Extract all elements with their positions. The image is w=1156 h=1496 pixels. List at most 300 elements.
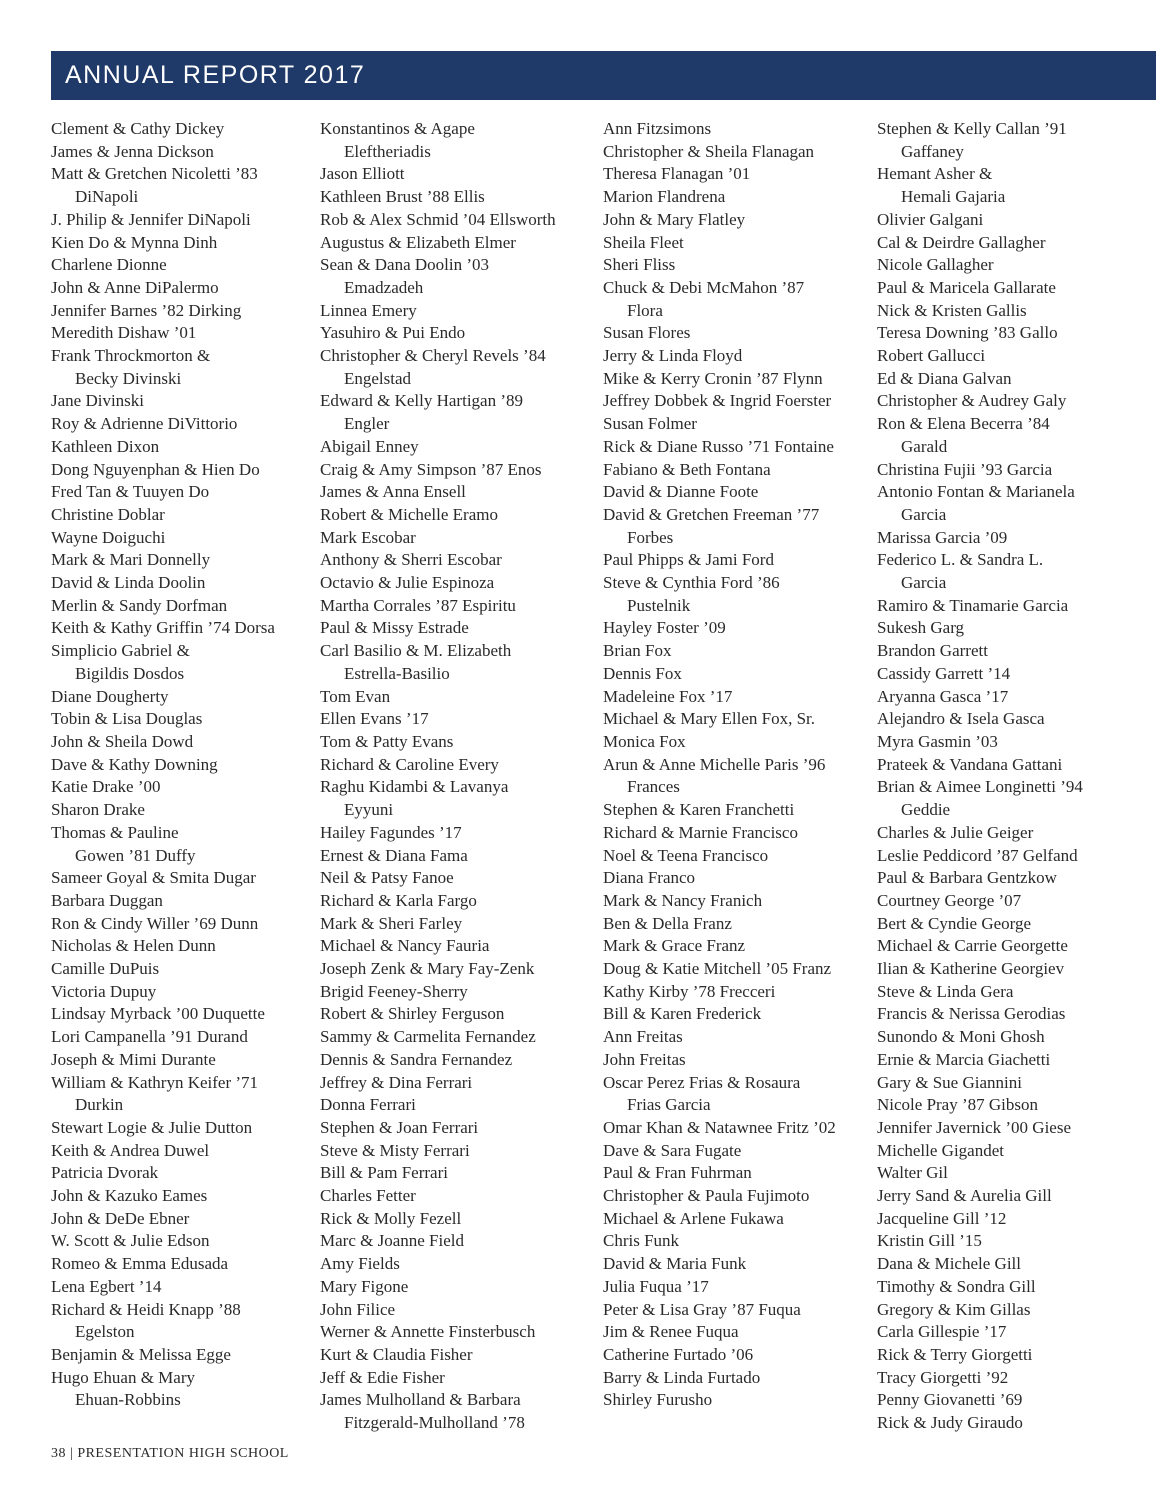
- donor-name: Yasuhiro & Pui Endo: [320, 323, 466, 343]
- donor-name: Carl Basilio & M. Elizabeth: [320, 641, 512, 661]
- donor-name: Noel & Teena Francisco: [603, 845, 769, 865]
- donor-name: Nick & Kristen Gallis: [877, 300, 1027, 320]
- donor-entry: [603, 232, 836, 255]
- donor-entry: [320, 504, 556, 527]
- donor-entry: [877, 1026, 1083, 1049]
- donor-name: Lena Egbert ’14: [51, 1276, 162, 1296]
- donor-entry: [603, 277, 836, 322]
- donor-name: Romeo & Emma Edusada: [51, 1254, 229, 1274]
- donor-name: Richard & Heidi Knapp ’88: [51, 1299, 241, 1319]
- donor-name: Jerry & Linda Floyd: [603, 346, 743, 366]
- donor-entry: [320, 322, 556, 345]
- donor-name: Charlene Dionne: [51, 255, 167, 275]
- donor-entry: [320, 1208, 556, 1231]
- donor-name: Stephen & Karen Franchetti: [603, 800, 795, 820]
- donor-entry: [877, 322, 1083, 345]
- donor-name: Tobin & Lisa Douglas: [51, 709, 203, 729]
- donor-name: Mark & Sheri Farley: [320, 913, 463, 933]
- donor-name: Jeffrey & Dina Ferrari: [320, 1072, 473, 1092]
- donor-name: Edward & Kelly Hartigan ’89: [320, 391, 523, 411]
- donor-entry: [603, 163, 836, 186]
- donor-name: Roy & Adrienne DiVittorio: [51, 414, 238, 434]
- donor-entry: [320, 1321, 556, 1344]
- donor-name: Abigail Enney: [320, 436, 419, 456]
- donor-name: Ernest & Diana Fama: [320, 845, 468, 865]
- donor-name: Kathleen Dixon: [51, 436, 160, 456]
- donor-name: Barry & Linda Furtado: [603, 1367, 761, 1387]
- donor-entry: [877, 935, 1083, 958]
- donor-entry: [51, 731, 275, 754]
- donor-column-2: [320, 118, 556, 1435]
- donor-name: Jason Elliott: [320, 164, 405, 184]
- donor-entry: [320, 1253, 556, 1276]
- donor-name: Ben & Della Franz: [603, 913, 732, 933]
- donor-name: Lindsay Myrback ’00 Duquette: [51, 1004, 265, 1024]
- donor-entry: [603, 686, 836, 709]
- donor-entry: [877, 1276, 1083, 1299]
- donor-entry: [51, 1117, 275, 1140]
- donor-name: Susan Flores: [603, 323, 691, 343]
- donor-name: Richard & Caroline Every: [320, 754, 499, 774]
- donor-name: Ed & Diana Galvan: [877, 368, 1012, 388]
- donor-name: Rick & Terry Giorgetti: [877, 1344, 1033, 1364]
- donor-entry: [51, 436, 275, 459]
- donor-entry: [51, 572, 275, 595]
- donor-name: Keith & Andrea Duwel: [51, 1140, 210, 1160]
- donor-name: Omar Khan & Natawnee Fritz ’02: [603, 1117, 836, 1137]
- donor-entry: [603, 913, 836, 936]
- donor-name: Doug & Katie Mitchell ’05 Franz: [603, 959, 832, 979]
- donor-entry: [320, 754, 556, 777]
- donor-entry: [51, 1026, 275, 1049]
- donor-entry: [320, 867, 556, 890]
- page-number: 38: [51, 1446, 66, 1461]
- donor-name: Mark & Nancy Franich: [603, 890, 763, 910]
- donor-entry: [320, 1299, 556, 1322]
- donor-entry: [877, 413, 1083, 458]
- donor-entry: [320, 640, 556, 685]
- donor-entry: [320, 1367, 556, 1390]
- donor-entry: [603, 935, 836, 958]
- donor-entry: [51, 322, 275, 345]
- donor-entry: [603, 504, 836, 549]
- donor-entry: [51, 390, 275, 413]
- donor-entry: [877, 1230, 1083, 1253]
- donor-name-continued: Forbes: [627, 527, 674, 547]
- donor-entry: [603, 549, 836, 572]
- donor-name: John & Anne DiPalermo: [51, 277, 219, 297]
- donor-entry: [51, 1185, 275, 1208]
- donor-name: Jennifer Javernick ’00 Giese: [877, 1117, 1072, 1137]
- donor-entry: [51, 708, 275, 731]
- donor-entry: [51, 1208, 275, 1231]
- donor-entry: [603, 186, 836, 209]
- donor-entry: [320, 981, 556, 1004]
- donor-name: Sammy & Carmelita Fernandez: [320, 1027, 536, 1047]
- donor-entry: [877, 300, 1083, 323]
- donor-entry: [51, 776, 275, 799]
- donor-name: Antonio Fontan & Marianela: [877, 482, 1075, 502]
- donor-entry: [877, 254, 1083, 277]
- donor-name: Ann Freitas: [603, 1027, 683, 1047]
- donor-name: Jane Divinski: [51, 391, 145, 411]
- donor-name: John & Kazuko Eames: [51, 1186, 208, 1206]
- donor-entry: [877, 209, 1083, 232]
- donor-name: Kathy Kirby ’78 Frecceri: [603, 981, 776, 1001]
- donor-name: Robert Gallucci: [877, 346, 986, 366]
- donor-entry: [320, 1117, 556, 1140]
- donor-name: Michelle Gigandet: [877, 1140, 1004, 1160]
- footer-separator: |: [70, 1446, 74, 1461]
- donor-name: Paul & Fran Fuhrman: [603, 1163, 752, 1183]
- donor-entry: [320, 572, 556, 595]
- donor-name: Sameer Goyal & Smita Dugar: [51, 868, 256, 888]
- donor-name: Dave & Sara Fugate: [603, 1140, 742, 1160]
- donor-entry: [51, 867, 275, 890]
- donor-entry: [603, 390, 836, 413]
- donor-entry: [603, 459, 836, 482]
- donor-name: Dong Nguyenphan & Hien Do: [51, 459, 260, 479]
- donor-name: Brian & Aimee Longinetti ’94: [877, 777, 1083, 797]
- donor-entry: [320, 617, 556, 640]
- donor-entry: [603, 822, 836, 845]
- donor-name: Mark & Mari Donnelly: [51, 550, 211, 570]
- donor-name: Theresa Flanagan ’01: [603, 164, 751, 184]
- donor-name: Mark & Grace Franz: [603, 936, 746, 956]
- donor-name-continued: Estrella-Basilio: [344, 663, 450, 683]
- donor-entry: [51, 1162, 275, 1185]
- donor-name: Gregory & Kim Gillas: [877, 1299, 1031, 1319]
- donor-name: James & Anna Ensell: [320, 482, 466, 502]
- donor-name: Hemant Asher &: [877, 164, 993, 184]
- donor-entry: [51, 300, 275, 323]
- donor-entry: [320, 163, 556, 186]
- donor-entry: [51, 913, 275, 936]
- donor-name: Chuck & Debi McMahon ’87: [603, 277, 805, 297]
- donor-name-continued: Fitzgerald-Mulholland ’78: [344, 1413, 525, 1433]
- donor-entry: [603, 617, 836, 640]
- donor-name: Sharon Drake: [51, 800, 145, 820]
- donor-entry: [320, 459, 556, 482]
- donor-name: Christopher & Sheila Flanagan: [603, 141, 815, 161]
- donor-name-continued: Becky Divinski: [75, 368, 182, 388]
- donor-entry: [320, 595, 556, 618]
- donor-name: Barbara Duggan: [51, 890, 163, 910]
- donor-name: Stephen & Kelly Callan ’91: [877, 119, 1067, 138]
- donor-entry: [877, 1072, 1083, 1095]
- donor-entry: [603, 1140, 836, 1163]
- donor-name: Dana & Michele Gill: [877, 1254, 1021, 1274]
- donor-name: Jim & Renee Fuqua: [603, 1322, 739, 1342]
- donor-name: Tom Evan: [320, 686, 391, 706]
- donor-entry: [877, 1140, 1083, 1163]
- donor-entry: [877, 1367, 1083, 1390]
- donor-entry: [603, 1276, 836, 1299]
- donor-entry: [603, 890, 836, 913]
- donor-entry: [51, 822, 275, 867]
- donor-entry: [603, 1321, 836, 1344]
- donor-entry: [603, 799, 836, 822]
- donor-name: Sunondo & Moni Ghosh: [877, 1027, 1045, 1047]
- donor-name: Cal & Deirdre Gallagher: [877, 232, 1046, 252]
- donor-name: Stewart Logie & Julie Dutton: [51, 1117, 253, 1137]
- donor-name: Francis & Nerissa Gerodias: [877, 1004, 1066, 1024]
- donor-name: Meredith Dishaw ’01: [51, 323, 197, 343]
- donor-entry: [51, 141, 275, 164]
- donor-entry: [603, 1049, 836, 1072]
- donor-entry: [320, 390, 556, 435]
- donor-entry: [320, 1389, 556, 1434]
- donor-name: Anthony & Sherri Escobar: [320, 550, 502, 570]
- donor-name: Julia Fuqua ’17: [603, 1276, 709, 1296]
- donor-name: Diane Dougherty: [51, 686, 169, 706]
- donor-name: Hugo Ehuan & Mary: [51, 1367, 196, 1387]
- donor-name: Rick & Judy Giraudo: [877, 1413, 1023, 1433]
- donor-name: Marissa Garcia ’09: [877, 527, 1008, 547]
- donor-name: Rick & Diane Russo ’71 Fontaine: [603, 436, 834, 456]
- donor-name: Neil & Patsy Fanoe: [320, 868, 454, 888]
- donor-entry: [877, 822, 1083, 845]
- donor-name: Raghu Kidambi & Lavanya: [320, 777, 509, 797]
- donor-name: John Freitas: [603, 1049, 686, 1069]
- donor-name: Steve & Misty Ferrari: [320, 1140, 470, 1160]
- donor-name: Merlin & Sandy Dorfman: [51, 595, 228, 615]
- donor-name: Richard & Marnie Francisco: [603, 822, 798, 842]
- donor-name: Kurt & Claudia Fisher: [320, 1344, 473, 1364]
- donor-entry: [51, 549, 275, 572]
- header-band: [51, 51, 1156, 100]
- donor-name: Monica Fox: [603, 731, 686, 751]
- donor-entry: [51, 1367, 275, 1412]
- donor-entry: [877, 1344, 1083, 1367]
- donor-name: Sean & Dana Doolin ’03: [320, 255, 490, 275]
- donor-entry: [603, 1003, 836, 1026]
- donor-name: Peter & Lisa Gray ’87 Fuqua: [603, 1299, 801, 1319]
- donor-name: Jeffrey Dobbek & Ingrid Foerster: [603, 391, 832, 411]
- donor-name: Frank Throckmorton &: [51, 346, 211, 366]
- donor-entry: [877, 617, 1083, 640]
- donor-name: Ron & Elena Becerra ’84: [877, 414, 1050, 434]
- donor-name-continued: Pustelnik: [627, 595, 691, 615]
- donor-entry: [877, 390, 1083, 413]
- donor-name: Carla Gillespie ’17: [877, 1322, 1007, 1342]
- donor-name: Christopher & Audrey Galy: [877, 391, 1067, 411]
- donor-entry: [320, 1276, 556, 1299]
- donor-name-continued: Bigildis Dosdos: [75, 663, 185, 683]
- donor-name: Christina Fujii ’93 Garcia: [877, 459, 1053, 479]
- donor-name: David & Gretchen Freeman ’77: [603, 504, 820, 524]
- donor-name: Cassidy Garrett ’14: [877, 663, 1011, 683]
- donor-name: Marion Flandrena: [603, 187, 726, 207]
- donor-name: Charles & Julie Geiger: [877, 822, 1034, 842]
- donor-name: Ellen Evans ’17: [320, 709, 429, 729]
- donor-name: Kathleen Brust ’88 Ellis: [320, 187, 485, 207]
- donor-entry: [603, 209, 836, 232]
- donor-name-continued: Emadzadeh: [344, 277, 424, 297]
- donor-entry: [320, 549, 556, 572]
- donor-entry: [603, 1185, 836, 1208]
- donor-name: Susan Folmer: [603, 414, 697, 434]
- donor-name-continued: Garald: [901, 436, 948, 456]
- donor-entry: [603, 731, 836, 754]
- donor-entry: [51, 345, 275, 390]
- donor-name: Nicole Gallagher: [877, 255, 994, 275]
- donor-entry: [51, 163, 275, 208]
- donor-entry: [603, 141, 836, 164]
- donor-name-continued: Engler: [344, 414, 390, 434]
- donor-entry: [877, 981, 1083, 1004]
- donor-name: Fabiano & Beth Fontana: [603, 459, 771, 479]
- donor-name: Jeff & Edie Fisher: [320, 1367, 445, 1387]
- donor-name: Oscar Perez Frias & Rosaura: [603, 1072, 801, 1092]
- donor-entry: [320, 1072, 556, 1095]
- donor-name: Tracy Giorgetti ’92: [877, 1367, 1009, 1387]
- donor-name: Stephen & Joan Ferrari: [320, 1117, 479, 1137]
- donor-entry: [877, 1389, 1083, 1412]
- donor-name-continued: Eleftheriadis: [344, 141, 431, 161]
- donor-name: Myra Gasmin ’03: [877, 731, 998, 751]
- donor-entry: [51, 209, 275, 232]
- donor-name: Amy Fields: [320, 1254, 400, 1274]
- donor-name: Clement & Cathy Dickey: [51, 119, 225, 138]
- donor-name: J. Philip & Jennifer DiNapoli: [51, 209, 251, 229]
- donor-entry: [877, 1117, 1083, 1140]
- donor-column-1: [51, 118, 275, 1412]
- donor-entry: [51, 935, 275, 958]
- donor-name: Mary Figone: [320, 1276, 409, 1296]
- donor-entry: [320, 845, 556, 868]
- donor-name: Gary & Sue Giannini: [877, 1072, 1022, 1092]
- donor-name: Bill & Karen Frederick: [603, 1004, 762, 1024]
- donor-entry: [603, 118, 836, 141]
- donor-name: Diana Franco: [603, 868, 696, 888]
- donor-name: Mark Escobar: [320, 527, 416, 547]
- donor-name: Courtney George ’07: [877, 890, 1022, 910]
- donor-name: Catherine Furtado ’06: [603, 1344, 754, 1364]
- donor-entry: [320, 345, 556, 390]
- donor-entry: [51, 254, 275, 277]
- donor-name: Donna Ferrari: [320, 1095, 416, 1115]
- donor-entry: [51, 1276, 275, 1299]
- donor-name: Michael & Arlene Fukawa: [603, 1208, 784, 1228]
- donor-name: John & Mary Flatley: [603, 209, 746, 229]
- donor-entry: [603, 708, 836, 731]
- donor-entry: [877, 708, 1083, 731]
- donor-name: Augustus & Elizabeth Elmer: [320, 232, 516, 252]
- donor-entry: [603, 1208, 836, 1231]
- donor-entry: [51, 595, 275, 618]
- donor-entry: [603, 663, 836, 686]
- donor-name: Paul Phipps & Jami Ford: [603, 550, 774, 570]
- donor-entry: [603, 1389, 836, 1412]
- donor-name: Sukesh Garg: [877, 618, 965, 638]
- donor-name: David & Dianne Foote: [603, 482, 759, 502]
- donor-entry: [877, 776, 1083, 821]
- donor-entry: [51, 958, 275, 981]
- donor-name: James Mulholland & Barbara: [320, 1390, 521, 1410]
- donor-entry: [877, 845, 1083, 868]
- donor-entry: [603, 572, 836, 617]
- donor-name: John & DeDe Ebner: [51, 1208, 190, 1228]
- donor-name: John Filice: [320, 1299, 396, 1319]
- donor-entry: [603, 845, 836, 868]
- donor-entry: [603, 254, 836, 277]
- donor-entry: [603, 981, 836, 1004]
- donor-name: Matt & Gretchen Nicoletti ’83: [51, 164, 258, 184]
- donor-entry: [877, 640, 1083, 663]
- donor-entry: [320, 890, 556, 913]
- donor-name: Madeleine Fox ’17: [603, 686, 733, 706]
- donor-entry: [877, 549, 1083, 594]
- donor-entry: [877, 368, 1083, 391]
- donor-entry: [51, 1003, 275, 1026]
- donor-name-continued: Ehuan-Robbins: [75, 1390, 181, 1410]
- donor-name-continued: Garcia: [901, 504, 947, 524]
- donor-entry: [877, 527, 1083, 550]
- donor-entry: [877, 118, 1083, 163]
- donor-name: Lori Campanella ’91 Durand: [51, 1027, 248, 1047]
- donor-entry: [320, 1003, 556, 1026]
- donor-entry: [877, 481, 1083, 526]
- donor-name: Wayne Doiguchi: [51, 527, 166, 547]
- donor-name: Ron & Cindy Willer ’69 Dunn: [51, 913, 259, 933]
- donor-name-continued: Flora: [627, 300, 663, 320]
- donor-name: Paul & Barbara Gentzkow: [877, 868, 1057, 888]
- donor-entry: [320, 1162, 556, 1185]
- donor-entry: [603, 640, 836, 663]
- donor-name: Federico L. & Sandra L.: [877, 550, 1044, 570]
- donor-name: Aryanna Gasca ’17: [877, 686, 1009, 706]
- donor-entry: [603, 1072, 836, 1117]
- donor-entry: [51, 527, 275, 550]
- donor-entry: [603, 345, 836, 368]
- donor-entry: [877, 459, 1083, 482]
- donor-entry: [51, 617, 275, 640]
- donor-entry: [877, 345, 1083, 368]
- donor-name: Sheila Fleet: [603, 232, 684, 252]
- donor-column-3: [603, 118, 836, 1412]
- donor-name: Michael & Mary Ellen Fox, Sr.: [603, 709, 816, 729]
- donor-entry: [877, 1162, 1083, 1185]
- donor-entry: [320, 1140, 556, 1163]
- donor-entry: [603, 436, 836, 459]
- donor-name: Hayley Foster ’09: [603, 618, 726, 638]
- donor-name: Michael & Carrie Georgette: [877, 936, 1068, 956]
- donor-entry: [603, 958, 836, 981]
- donor-entry: [877, 663, 1083, 686]
- donor-entry: [51, 1140, 275, 1163]
- donor-entry: [320, 913, 556, 936]
- donor-name: Christine Doblar: [51, 504, 165, 524]
- donor-entry: [51, 1049, 275, 1072]
- donor-entry: [603, 413, 836, 436]
- donor-entry: [51, 277, 275, 300]
- donor-name: Ernie & Marcia Giachetti: [877, 1049, 1051, 1069]
- donor-name: Octavio & Julie Espinoza: [320, 573, 495, 593]
- donor-entry: [320, 958, 556, 981]
- donor-entry: [51, 232, 275, 255]
- donor-name: Shirley Furusho: [603, 1390, 713, 1410]
- donor-entry: [320, 232, 556, 255]
- donor-entry: [603, 1230, 836, 1253]
- donor-entry: [320, 935, 556, 958]
- donor-name: William & Kathryn Keifer ’71: [51, 1072, 259, 1092]
- donor-name-continued: Frias Garcia: [627, 1095, 711, 1115]
- donor-entry: [320, 1094, 556, 1117]
- donor-name: Werner & Annette Finsterbusch: [320, 1322, 536, 1342]
- donor-entry: [603, 1117, 836, 1140]
- donor-name: David & Linda Doolin: [51, 573, 206, 593]
